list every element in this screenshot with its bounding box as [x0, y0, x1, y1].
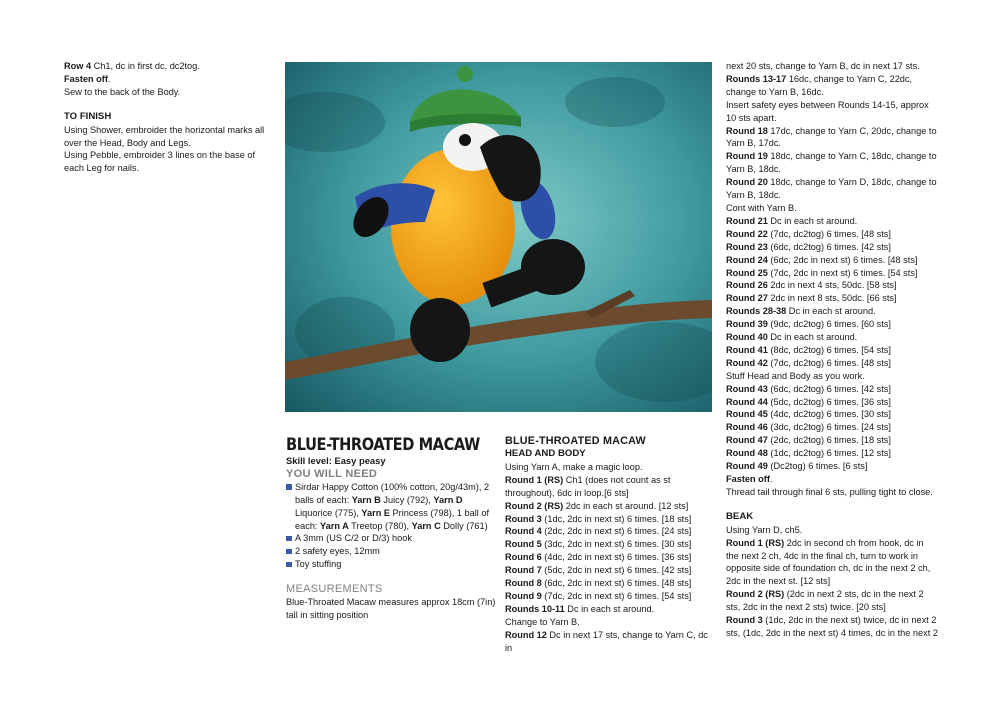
- round-line: [726, 254, 938, 267]
- round-text: 17dc, change to Yarn C, 20dc, change to Yarn B, 17dc.: [726, 125, 937, 149]
- round-label: Round 44: [726, 396, 768, 407]
- round-line: [726, 228, 938, 241]
- round-label: Fasten off: [726, 474, 770, 484]
- round-line: [726, 176, 938, 202]
- round-text: 2dc in next 8 sts, 50dc. [66 sts]: [767, 293, 897, 304]
- round-label: Round 24: [726, 254, 768, 265]
- round-label: Round 20: [726, 177, 768, 188]
- round-label: Round 19: [726, 151, 768, 162]
- round-line: [726, 60, 938, 73]
- round-label: Round 4: [505, 526, 542, 537]
- round-label: Round 27: [726, 293, 768, 304]
- round-line: [726, 447, 938, 460]
- head-body-heading: HEAD AND BODY: [505, 448, 586, 459]
- round-label: Round 2 (RS): [726, 589, 785, 600]
- round-text: (2dc in next 2 sts, dc in the next 2 sts, 2dc in the next 2 sts) twice. [20 sts]: [726, 589, 924, 613]
- round-line: [726, 241, 938, 254]
- round-text: (9dc, dc2tog) 6 times. [60 sts]: [767, 319, 891, 330]
- round-line: [726, 292, 938, 305]
- round-line: [726, 383, 938, 396]
- round-label: Round 46: [726, 422, 768, 433]
- round-text: (2dc, dc2tog) 6 times. [18 sts]: [767, 435, 891, 446]
- round-label: Round 21: [726, 215, 768, 226]
- round-text: (6dc, 2dc in next st) 6 times. [48 sts]: [767, 254, 918, 265]
- round-text: 2dc in next 4 sts, 50dc. [58 sts]: [767, 280, 897, 291]
- round-label: Round 40: [726, 332, 768, 343]
- round-text: (Dc2tog) 6 times. [6 sts]: [767, 461, 868, 472]
- round-line: [505, 538, 715, 551]
- round-label: Round 2 (RS): [505, 500, 564, 511]
- info-column: [286, 435, 496, 622]
- finish-line-1: Using Shower, embroider the horizontal marks all over the Head, Body and Legs.: [64, 124, 265, 148]
- round-label: Rounds 28-38: [726, 306, 787, 317]
- round-line: [726, 279, 938, 292]
- round-text: .: [769, 474, 773, 484]
- round-list: [726, 60, 938, 499]
- round-label: Rounds 10-11: [505, 603, 565, 614]
- round-label: Round 47: [726, 435, 768, 446]
- pattern-intro: Using Yarn A, make a magic loop.: [505, 461, 643, 472]
- round-line: [726, 370, 938, 383]
- round-label: Round 12: [505, 629, 547, 640]
- round-text: Dc in next 17 sts, change to Yarn C, dc in: [505, 629, 708, 653]
- round-text: Change to Yarn B.: [505, 616, 580, 627]
- round-line: [726, 434, 938, 447]
- round-line: [505, 603, 715, 616]
- round-label: Round 42: [726, 357, 768, 368]
- round-text: (3dc, dc2tog) 6 times. [24 sts]: [767, 422, 891, 433]
- fasten-off-line: Fasten off.: [64, 73, 111, 84]
- round-text: 18dc, change to Yarn D, 18dc, change to Yarn B, 18dc.: [726, 177, 937, 201]
- round-line: [726, 357, 938, 370]
- round-label: Round 39: [726, 319, 768, 330]
- round-text: (7dc, dc2tog) 6 times. [48 sts]: [767, 228, 891, 239]
- round-text: (7dc, 2dc in next st) 6 times. [54 sts]: [541, 590, 692, 601]
- round-line: [726, 421, 938, 434]
- round-line: [726, 215, 938, 228]
- round-line: [726, 305, 938, 318]
- round-label: Round 43: [726, 383, 768, 394]
- left-column: [64, 60, 274, 175]
- round-line: [726, 588, 938, 614]
- round-line: [505, 590, 715, 603]
- round-line: [726, 460, 938, 473]
- round-text: (5dc, dc2tog) 6 times. [36 sts]: [767, 396, 891, 407]
- round-text: (3dc, 2dc in next st) 6 times. [30 sts]: [541, 539, 692, 550]
- page-title: BLUE-THROATED MACAW: [286, 435, 480, 455]
- round-line: [726, 524, 938, 537]
- round-label: Round 9: [505, 590, 542, 601]
- pattern-title: BLUE-THROATED MACAW: [505, 435, 646, 447]
- round-text: Ch1 (does not count as st throughout), 6dc in loop.[6 sts]: [505, 474, 671, 498]
- measurements-heading: MEASUREMENTS: [286, 583, 383, 596]
- round-line: [726, 614, 938, 640]
- round-line: [505, 551, 715, 564]
- round-text: next 20 sts, change to Yarn B, dc in next 17 sts.: [726, 61, 920, 71]
- round-line: [726, 318, 938, 331]
- round-line: [505, 629, 715, 655]
- round-line: [726, 150, 938, 176]
- round-text: (6dc, dc2tog) 6 times. [42 sts]: [767, 383, 891, 394]
- round-line: [726, 486, 938, 499]
- round-list: [505, 474, 715, 655]
- round-text: Using Yarn D, ch5.: [726, 524, 803, 535]
- skill-level: Skill level: Easy peasy: [286, 455, 386, 466]
- round-label: Round 6: [505, 552, 542, 563]
- round-label: Round 7: [505, 565, 542, 576]
- round-line: [505, 525, 715, 538]
- round-text: (7dc, 2dc in next st) 6 times. [54 sts]: [767, 267, 918, 278]
- round-text: 18dc, change to Yarn C, 18dc, change to Yarn B, 18dc.: [726, 151, 937, 175]
- round-text: Dc in each st around.: [786, 306, 876, 317]
- round-line: [505, 577, 715, 590]
- round-text: (2dc, 2dc in next st) 6 times. [24 sts]: [541, 526, 692, 537]
- round-line: [726, 99, 938, 125]
- round-text: 2dc in second ch from hook, dc in the next 2 ch, 4dc in the final ch, turn to work in opposite side of foundation ch, dc in the next 2 ch, 2dc in the next st. [12 sts]: [726, 537, 931, 587]
- round-line: [505, 616, 715, 629]
- round-label: Round 8: [505, 578, 542, 589]
- round-line: [726, 331, 938, 344]
- round-line: [505, 500, 715, 513]
- pattern-column: [505, 435, 715, 655]
- round-line: [726, 396, 938, 409]
- beak-round-list: [726, 524, 938, 640]
- beak-heading: BEAK: [726, 510, 754, 522]
- round-line: [726, 344, 938, 357]
- finish-heading: TO FINISH: [64, 110, 112, 122]
- round-line: [726, 473, 938, 486]
- round-text: Thread tail through final 6 sts, pulling tight to close.: [726, 486, 933, 497]
- round-text: (4dc, dc2tog) 6 times. [30 sts]: [767, 409, 891, 420]
- round-text: Dc in each st around.: [767, 215, 858, 226]
- round-text: Dc in each st around.: [767, 332, 858, 343]
- need-item-eyes: 2 safety eyes, 12mm: [286, 545, 496, 558]
- round-label: Round 22: [726, 228, 768, 239]
- round-label: Round 5: [505, 539, 542, 550]
- round-label: Round 23: [726, 241, 768, 252]
- need-item-hook: A 3mm (US C/2 or D/3) hook: [286, 532, 496, 545]
- finish-line-2: Using Pebble, embroider 3 lines on the base of each Leg for nails.: [64, 150, 256, 174]
- round-label: Round 3: [726, 615, 763, 626]
- round-line: [726, 408, 938, 421]
- round-text: (1dc, 2dc in next st) 6 times. [18 sts]: [541, 513, 692, 524]
- round-line: [726, 73, 938, 99]
- round-label: Round 48: [726, 448, 768, 459]
- round-text: Cont with Yarn B.: [726, 202, 797, 213]
- round-label: Round 49: [726, 461, 768, 472]
- round-label: Round 25: [726, 267, 768, 278]
- round-label: Round 1 (RS): [505, 474, 564, 485]
- round-line: [505, 564, 715, 577]
- round-text: (1dc, dc2tog) 6 times. [12 sts]: [767, 448, 891, 459]
- round-label: Round 3: [505, 513, 542, 524]
- round-text: Insert safety eyes between Rounds 14-15, approx 10 sts apart.: [726, 99, 929, 123]
- round-label: Round 26: [726, 280, 768, 291]
- round-text: Stuff Head and Body as you work.: [726, 370, 865, 381]
- row4-line: Row 4 Ch1, dc in first dc, dc2tog.: [64, 61, 200, 71]
- round-text: 2dc in each st around. [12 sts]: [563, 500, 689, 511]
- needs-list: [286, 481, 496, 571]
- round-text: (5dc, 2dc in next st) 6 times. [42 sts]: [541, 565, 692, 576]
- round-line: [505, 474, 715, 500]
- round-text: (4dc, 2dc in next st) 6 times. [36 sts]: [541, 552, 692, 563]
- round-text: (7dc, dc2tog) 6 times. [48 sts]: [767, 357, 891, 368]
- round-text: (6dc, dc2tog) 6 times. [42 sts]: [767, 241, 891, 252]
- macaw-photo: [285, 62, 712, 412]
- round-text: Dc in each st around.: [564, 603, 655, 614]
- round-label: Round 41: [726, 344, 768, 355]
- round-text: (8dc, dc2tog) 6 times. [54 sts]: [767, 344, 891, 355]
- you-will-need-heading: YOU WILL NEED: [286, 467, 378, 480]
- need-item-stuffing: Toy stuffing: [286, 558, 496, 571]
- round-line: [726, 267, 938, 280]
- sew-line: Sew to the back of the Body.: [64, 86, 181, 97]
- round-line: [726, 537, 938, 589]
- round-text: (1dc, 2dc in the next st) twice, dc in next 2 sts, (1dc, 2dc in the next st) 4 times, dc in the next 2: [726, 615, 938, 638]
- round-label: Round 45: [726, 409, 768, 420]
- round-text: (6dc, 2dc in next st) 6 times. [48 sts]: [541, 578, 692, 589]
- round-line: [505, 513, 715, 526]
- round-text: 16dc, change to Yarn C, 22dc, change to Yarn B, 16dc.: [726, 73, 913, 97]
- round-line: [726, 125, 938, 151]
- round-label: Round 1 (RS): [726, 537, 785, 548]
- measurements-text: Blue-Throated Macaw measures approx 18cm (7in) tall in sitting position: [286, 597, 496, 620]
- round-line: [726, 202, 938, 215]
- round-label: Rounds 13-17: [726, 73, 787, 84]
- round-label: Round 18: [726, 125, 768, 136]
- need-item-yarn: Sirdar Happy Cotton (100% cotton, 20g/43m), 2 balls of each: Yarn B Juicy (792), Yarn D Liquorice (775), Yarn E Princess (798), 1 ball of each: Yarn A Treetop (780), Yarn C Dolly (761): [286, 481, 496, 533]
- right-column: [726, 60, 938, 640]
